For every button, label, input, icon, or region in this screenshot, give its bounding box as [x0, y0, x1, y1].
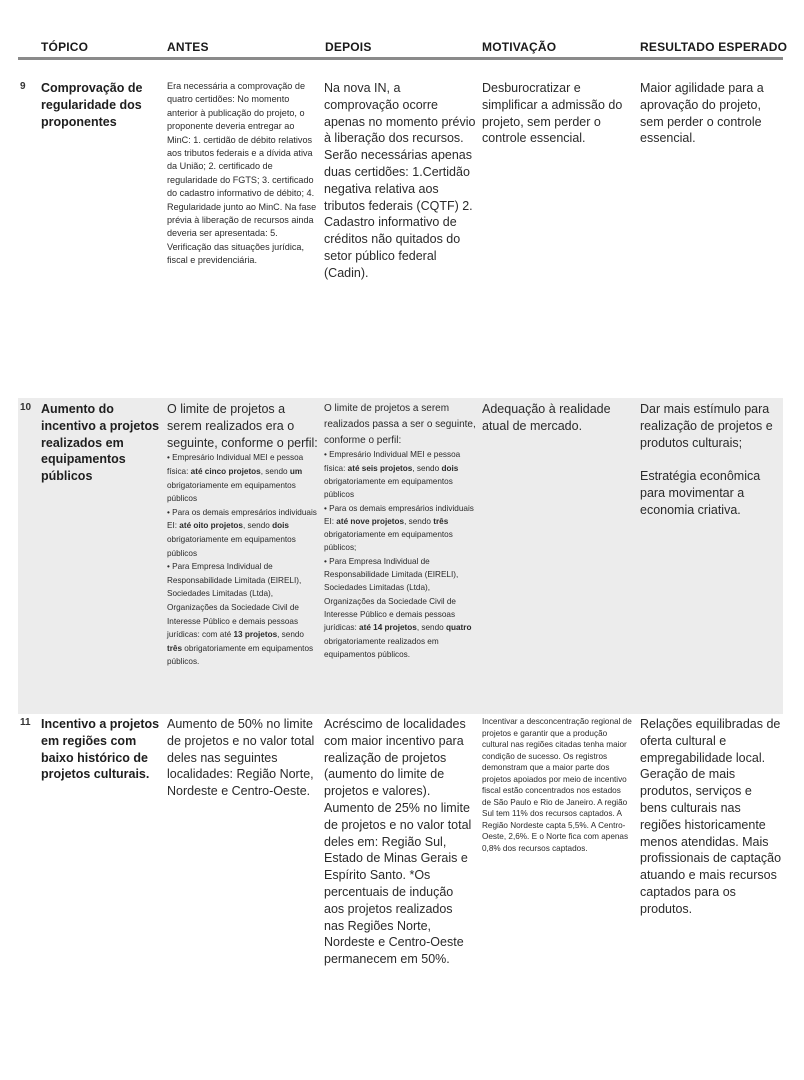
- resultado-cell: Maior agilidade para a aprovação do projeto, sem perder o controle essencial.: [640, 81, 764, 146]
- table-row-10: [18, 398, 783, 714]
- antes-bullet-1: • Empresário Individual MEI e pessoa física: até cinco projetos, sendo um obrigatoriamente em equipamentos públicos: [167, 453, 304, 504]
- table-row-11: [18, 716, 783, 996]
- header-topico: TÓPICO: [41, 40, 89, 54]
- row-number: 11: [20, 717, 31, 728]
- antes-cell: [167, 401, 319, 669]
- topic-cell: Aumento do incentivo a projetos realizados em equipamentos públicos: [41, 402, 160, 484]
- resultado-paragraph-2: Estratégia econômica para movimentar a economia criativa.: [640, 469, 761, 517]
- motivacao-cell: Desburocratizar e simplificar a admissão do projeto, sem perder o controle essencial.: [482, 81, 623, 146]
- motivacao-cell: Incentivar a desconcentração regional de projetos e garantir que a produção cultural nas regiões citadas tenha maior condição de sucesso. Os registros demonstram que a maior parte dos projetos apoiados por meio de incentivo fiscal estão concentrados nos estados de São Paulo e Rio de Janeiro. A região Sul tem 11% dos recursos captados. A Região Nordeste capta 5,5%. A Centro-Oeste, 2,6%. E o Norte fica com apenas 0,8% dos recursos captados.: [482, 717, 632, 853]
- antes-intro: O limite de projetos a serem realizados era o seguinte, conforme o perfil:: [167, 402, 318, 450]
- row-number: 9: [20, 81, 26, 92]
- topic-cell: Incentivo a projetos em regiões com baixo histórico de projetos culturais.: [41, 717, 160, 782]
- resultado-paragraph-1: Dar mais estímulo para realização de projetos e produtos culturais;: [640, 402, 773, 450]
- header-depois: DEPOIS: [325, 40, 372, 54]
- antes-cell: Aumento de 50% no limite de projetos e no valor total deles nas seguintes localidades: Região Norte, Nordeste e Centro-Oeste.: [167, 717, 315, 799]
- depois-cell: Na nova IN, a comprovação ocorre apenas no momento prévio à liberação dos recursos. Serão necessárias apenas duas certidões: 1.Certidão negativa relativa aos tributos federais (CQTF) 2. Cadastro informativo de créditos não quitados do setor público federal (Cadin).: [324, 81, 476, 280]
- topic-cell: Comprovação de regularidade dos proponentes: [41, 81, 143, 129]
- resultado-cell: Relações equilibradas de oferta cultural e empregabilidade local. Geração de mais produtos, serviços e bens culturais nas regiões historicamente menos atendidas. Mais profissionais de captação atuando e mais recursos captados para os produtos.: [640, 717, 782, 916]
- header-rule: [18, 57, 783, 60]
- depois-bullet-2: • Para os demais empresários individuais EI: até nove projetos, sendo três obrigatoriamente em equipamentos públicos;: [324, 503, 474, 553]
- depois-cell: [324, 401, 476, 661]
- row-number: 10: [20, 402, 32, 413]
- header-resultado: RESULTADO ESPERADO: [640, 40, 788, 54]
- antes-bullet-2: • Para os demais empresários individuais EI: até oito projetos, sendo dois obrigatoriamente em equipamentos públicos: [167, 507, 317, 558]
- header-motivacao: MOTIVAÇÃO: [482, 40, 557, 54]
- motivacao-cell: Adequação à realidade atual de mercado.: [482, 402, 611, 433]
- depois-bullet-1: • Empresário Individual MEI e pessoa física: até seis projetos, sendo dois obrigatoriamente em equipamentos públicos: [324, 450, 461, 500]
- depois-cell: Acréscimo de localidades com maior incentivo para realização de projetos (aumento do limite de projetos e valores). Aumento de 25% no limite de projetos e no valor total deles em: Região Sul, Estado de Minas Gerais e Espírito Santo. *Os percentuais de indução aos projetos realizados nas Regiões Norte, Nordeste e Centro-Oeste permanecem em 50%.: [324, 717, 472, 967]
- table-header: [0, 38, 804, 58]
- antes-bullet-3: • Para Empresa Individual de Responsabilidade Limitada (EIRELI), Sociedades Limitadas (Ltda), Organizações da Sociedade Civil de Interesse Público e demais pessoas jurídicas: com até 13 projetos, sendo três obrigatoriamente em equipamentos públicos.: [167, 562, 314, 667]
- depois-bullet-3: • Para Empresa Individual de Responsabilidade Limitada (EIRELI), Sociedades Limitadas (Ltda), Organizações da Sociedade Civil de Interesse Público e demais pessoas jurídicas: até 14 projetos, sendo quatro obrigatoriamente realizados em equipamentos públicos.: [324, 556, 472, 659]
- header-antes: ANTES: [167, 40, 209, 54]
- resultado-cell: [640, 401, 782, 519]
- table-row-9: [18, 80, 783, 380]
- antes-cell: Era necessária a comprovação de quatro certidões: No momento anterior à publicação do projeto, o proponente deveria entregar ao MinC: 1. certidão de débito relativos aos tributos federais e a dívida ativa da União; 2. certificado de regularidade do FGTS; 3. certificado do cadastro informativo de débito; 4. Regularidade junto ao MinC. Na fase prévia à liberação de recursos ainda deveria ser apresentada: 5. Verificação das situações jurídica, fiscal e previdenciária.: [167, 81, 317, 266]
- depois-intro: O limite de projetos a serem realizados passa a ser o seguinte, conforme o perfil:: [324, 403, 476, 446]
